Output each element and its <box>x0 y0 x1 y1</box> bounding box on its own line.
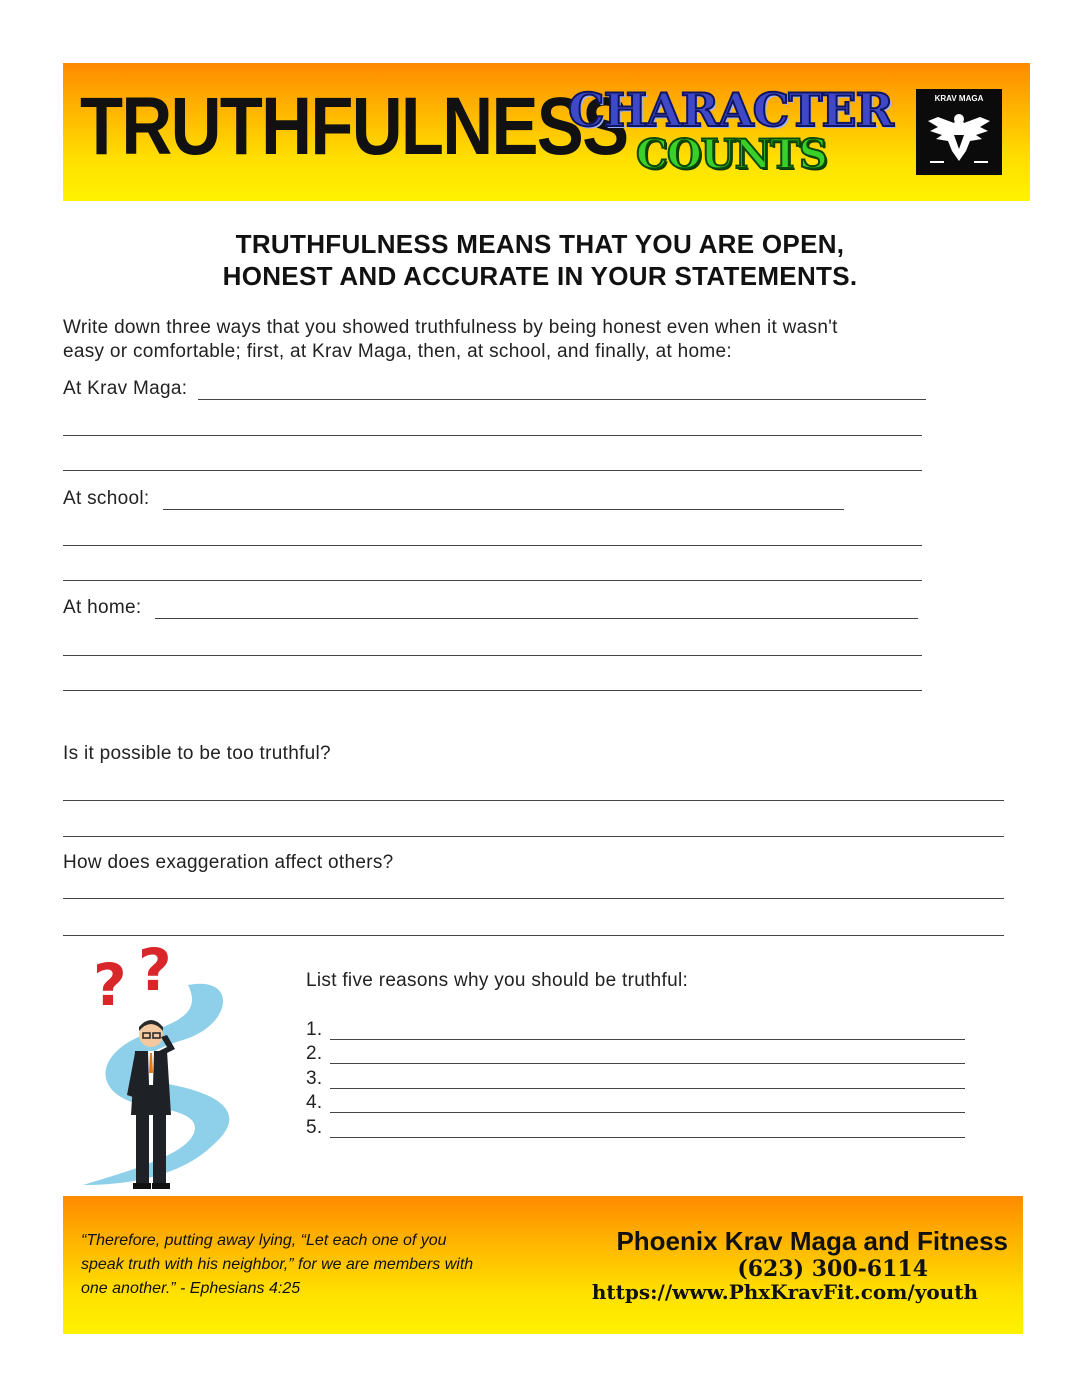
character-counts-logo-top: CHARACTER <box>568 83 893 137</box>
scripture-quote: “Therefore, putting away lying, “Let each one of you speak truth with his neighbor,” for we are members with one another.” - Ephesians 4:25 <box>81 1232 474 1297</box>
reason-number-4: 4. <box>306 1092 323 1113</box>
confused-man-icon <box>63 945 263 1195</box>
header-banner <box>63 63 1030 201</box>
answer-line[interactable] <box>63 935 1004 936</box>
krav-maga-logo <box>916 89 1002 175</box>
answer-line[interactable] <box>63 580 922 581</box>
answer-line[interactable] <box>63 690 922 691</box>
question-exaggeration: How does exaggeration affect others? <box>63 852 394 873</box>
reason-number-1: 1. <box>306 1019 323 1040</box>
headline-line-1: TRUTHFULNESS MEANS THAT YOU ARE OPEN, <box>235 229 845 259</box>
eagle-icon <box>924 105 994 169</box>
answer-line[interactable] <box>63 545 922 546</box>
answer-line[interactable] <box>163 509 844 510</box>
reason-answer-line[interactable] <box>330 1137 965 1138</box>
headline-line-2: HONEST AND ACCURATE IN YOUR STATEMENTS. <box>222 261 858 291</box>
prompt-school: At school: <box>63 488 150 509</box>
reason-answer-line[interactable] <box>330 1063 965 1064</box>
instructions-line-2: easy or comfortable; first, at Krav Maga, then, at school, and finally, at home: <box>63 341 732 362</box>
instructions-line-1: Write down three ways that you showed truthfulness by being honest even when it wasn't <box>63 317 838 338</box>
krav-maga-logo-text: KRAV MAGA <box>934 94 984 103</box>
instructions <box>63 316 838 364</box>
character-counts-logo-bottom: COUNTS <box>636 131 827 178</box>
answer-line[interactable] <box>63 470 922 471</box>
answer-line[interactable] <box>63 435 922 436</box>
headline <box>63 228 1017 292</box>
business-url[interactable]: https://www.PhxKravFit.com/youth <box>591 1280 978 1304</box>
reason-number-2: 2. <box>306 1043 323 1064</box>
question-too-truthful: Is it possible to be too truthful? <box>63 743 331 764</box>
reasons-heading: List five reasons why you should be truthful: <box>306 970 689 991</box>
business-phone: (623) 300-6114 <box>737 1256 928 1282</box>
svg-text:?: ? <box>138 945 172 1004</box>
answer-line[interactable] <box>63 655 922 656</box>
reason-answer-line[interactable] <box>330 1039 965 1040</box>
answer-line[interactable] <box>63 800 1004 801</box>
business-name: Phoenix Krav Maga and Fitness <box>616 1226 1008 1256</box>
answer-line[interactable] <box>155 618 918 619</box>
answer-line[interactable] <box>63 836 1004 837</box>
prompt-krav-maga: At Krav Maga: <box>63 378 188 399</box>
prompt-home: At home: <box>63 597 142 618</box>
reason-number-5: 5. <box>306 1117 323 1138</box>
answer-line[interactable] <box>198 399 926 400</box>
reason-number-3: 3. <box>306 1068 323 1089</box>
svg-text:?: ? <box>93 951 127 1019</box>
answer-line[interactable] <box>63 898 1004 899</box>
footer-banner <box>63 1196 1023 1334</box>
reason-answer-line[interactable] <box>330 1088 965 1089</box>
page-title: TRUTHFULNESS <box>80 81 628 172</box>
reason-answer-line[interactable] <box>330 1112 965 1113</box>
